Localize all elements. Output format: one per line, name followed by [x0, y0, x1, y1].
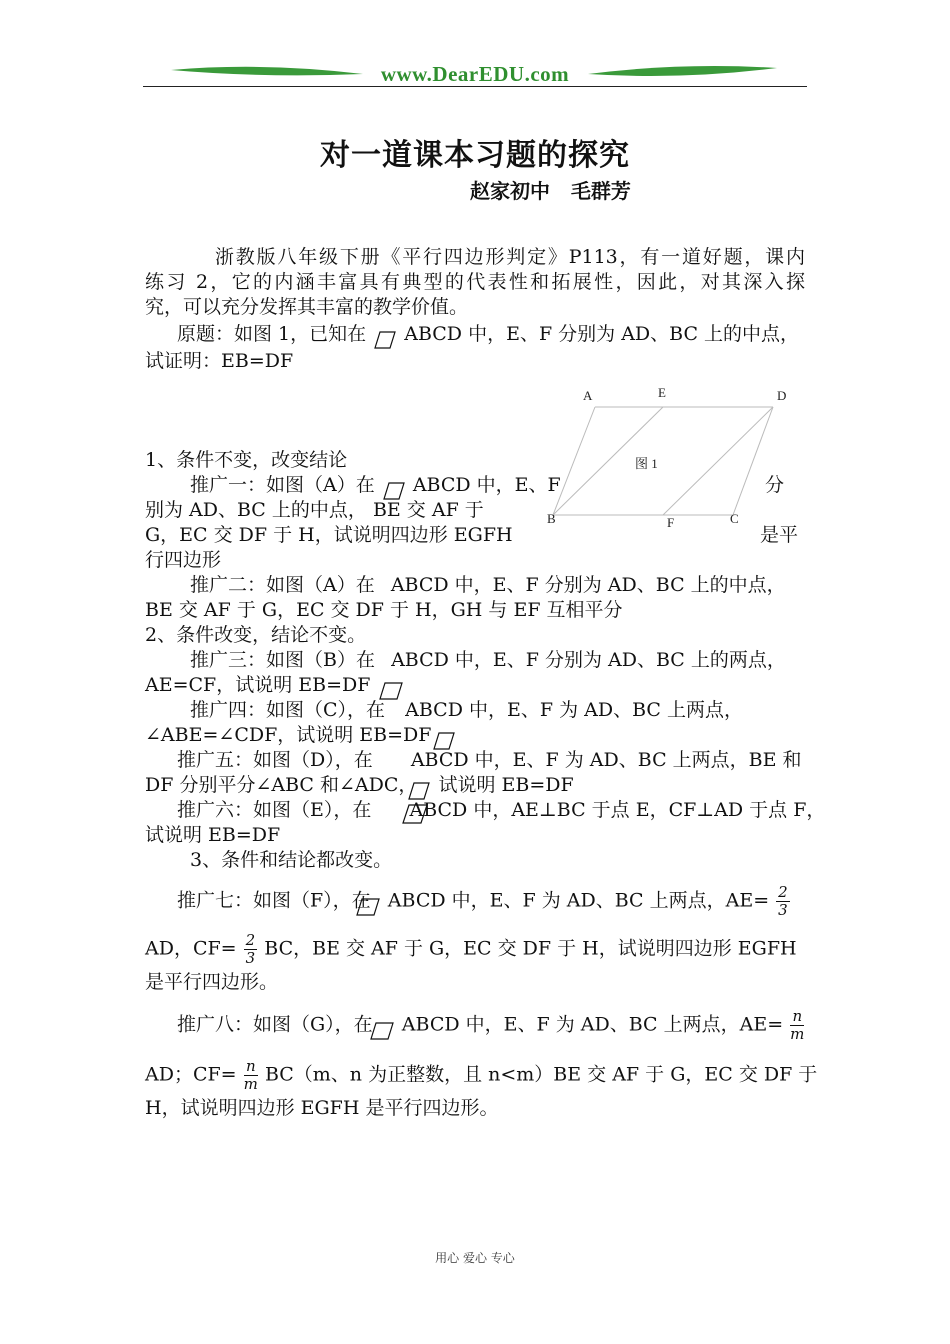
original-problem [177, 322, 799, 350]
text: 推广三：如图（B）在 [190, 649, 375, 671]
text: ABCD 中，E、F 为 AD、BC 上两点，BE 和 [410, 749, 802, 771]
text: ABCD 中，E、F 为 AD、BC 上两点，AE= [387, 889, 770, 912]
extension-3-line-2 [145, 673, 405, 701]
numerator: 2 [245, 931, 256, 949]
text: 推广六：如图（E），在 [177, 799, 372, 821]
label-e: E [658, 385, 666, 400]
extension-8-line-2 [145, 1058, 817, 1093]
text: ABCD 中，E、F 分别为 AD、BC 上的中点， [390, 574, 786, 596]
label-f: F [667, 515, 675, 530]
extension-7-line-2 [145, 932, 797, 967]
parallelogram-icon [355, 897, 381, 917]
text: 试说明 EB=DF [438, 774, 574, 796]
extension-7-line-1 [177, 884, 791, 919]
section-1-heading: 1、条件不变，改变结论 [145, 449, 348, 471]
label-c: C [730, 511, 739, 526]
denominator: 3 [778, 901, 788, 919]
extension-1-line-2 [145, 498, 484, 523]
section-2-heading: 2、条件改变，结论不变。 [145, 624, 367, 646]
extension-2-line-1 [190, 573, 786, 598]
text: BE 交 AF 于 [372, 499, 484, 521]
text: AE=CF，试说明 EB=DF [145, 674, 371, 696]
text: ABCD 中，E、F 为 AD、BC 上两点，AE= [401, 1013, 784, 1036]
extension-2-line-2: BE 交 AF 于 G，EC 交 DF 于 H，GH 与 EF 互相平分 [145, 599, 623, 621]
extension-1-line-4: 行四边形 [145, 549, 222, 571]
text: BC（m、n 为正整数，且 n<m）BE 交 AF 于 G，EC 交 DF 于 [264, 1063, 818, 1086]
numerator: n [790, 1008, 804, 1026]
page-footer: 用心 爱心 专心 [435, 1251, 515, 1265]
label-b: B [547, 511, 556, 526]
text: 推广四：如图（C），在 [190, 699, 386, 721]
denominator: m [790, 1025, 805, 1043]
original-problem-line-2: 试证明：EB=DF [145, 350, 294, 372]
extension-1-line-3-end: 是平 [760, 524, 799, 546]
extension-6-line-2 [145, 823, 280, 848]
extension-3-line-1 [190, 648, 786, 673]
text: 别为 AD、BC 上的中点， [145, 499, 367, 521]
denominator: m [243, 1075, 258, 1093]
extension-1-line-3: G，EC 交 DF 于 H，试说明四边形 EGFH [145, 524, 513, 546]
parallelogram-diagram [545, 385, 805, 535]
extension-5-line-2 [145, 773, 574, 801]
extension-1-line-1-end: 分 [765, 474, 785, 496]
text: 推广二：如图（A）在 [190, 574, 375, 596]
text: ABCD 中，E、F 分别为 AD、BC 上的中点， [404, 323, 800, 345]
header-banner [143, 58, 807, 92]
intro-line-2: 练习 2，它的内涵丰富具有典型的代表性和拓展性，因此，对其深入探 [145, 271, 805, 293]
parallelogram-icon [373, 330, 397, 350]
page-title: 对一道课本习题的探究 [320, 138, 630, 173]
text: 推广八：如图（G），在 [177, 1013, 373, 1036]
extension-1-line-1 [190, 473, 561, 501]
label-a: A [583, 388, 593, 403]
numerator: 2 [778, 883, 788, 901]
text: 原题：如图 1，已知在 [177, 323, 367, 345]
parallelogram-icon [369, 1021, 395, 1041]
text: AD，CF= [145, 937, 237, 960]
text: DF 分别平分∠ABC 和∠ADC， [145, 774, 418, 796]
numerator: n [244, 1058, 258, 1076]
text: ABCD 中，E、F [412, 474, 561, 496]
fraction-n-over-m [790, 1008, 804, 1043]
extension-8-line-3: H，试说明四边形 EGFH 是平行四边形。 [145, 1097, 499, 1119]
text: BC，BE 交 AF 于 G，EC 交 DF 于 H，试说明四边形 EGFH [264, 937, 797, 960]
extension-4-line-1 [190, 698, 743, 723]
header-url: www.DearEDU.com [380, 62, 570, 86]
denominator: 3 [245, 949, 256, 967]
text: 推广五：如图（D），在 [177, 749, 373, 771]
extension-4-line-2 [145, 723, 457, 751]
extension-6-line-1 [177, 798, 825, 823]
figure-1 [545, 385, 805, 535]
intro-line-3: 究，可以充分发挥其丰富的教学价值。 [145, 296, 469, 318]
section-3-heading: 3、条件和结论都改变。 [190, 849, 393, 871]
extension-5-line-1 [177, 748, 802, 773]
fraction-two-thirds [776, 884, 790, 919]
extension-7-line-3: 是平行四边形。 [145, 971, 279, 993]
fraction-two-thirds [244, 932, 258, 967]
author: 赵家初中 毛群芳 [470, 179, 631, 203]
text: 试说明 EB=DF [145, 824, 281, 846]
label-d: D [777, 388, 787, 403]
extension-8-line-1 [177, 1008, 805, 1043]
text: AD；CF= [145, 1063, 237, 1086]
text: 推广七：如图（F），在 [177, 889, 371, 912]
text: 推广一：如图（A）在 [190, 474, 375, 496]
text: ∠ABE=∠CDF，试说明 EB=DF [145, 724, 432, 746]
header-rule [143, 86, 807, 87]
fraction-n-over-m [244, 1058, 258, 1093]
intro-line-1: 浙教版八年级下册《平行四边形判定》P113，有一道好题，课内 [215, 246, 805, 268]
text: ABCD 中，E、F 分别为 AD、BC 上的两点， [391, 649, 786, 671]
text: ABCD 中，AE⊥BC 于点 E，CF⊥AD 于点 F， [409, 799, 826, 821]
figure-caption: 图 1 [635, 456, 658, 471]
parallelogram-icon [401, 803, 429, 825]
text: ABCD 中，E、F 为 AD、BC 上两点， [405, 699, 743, 721]
